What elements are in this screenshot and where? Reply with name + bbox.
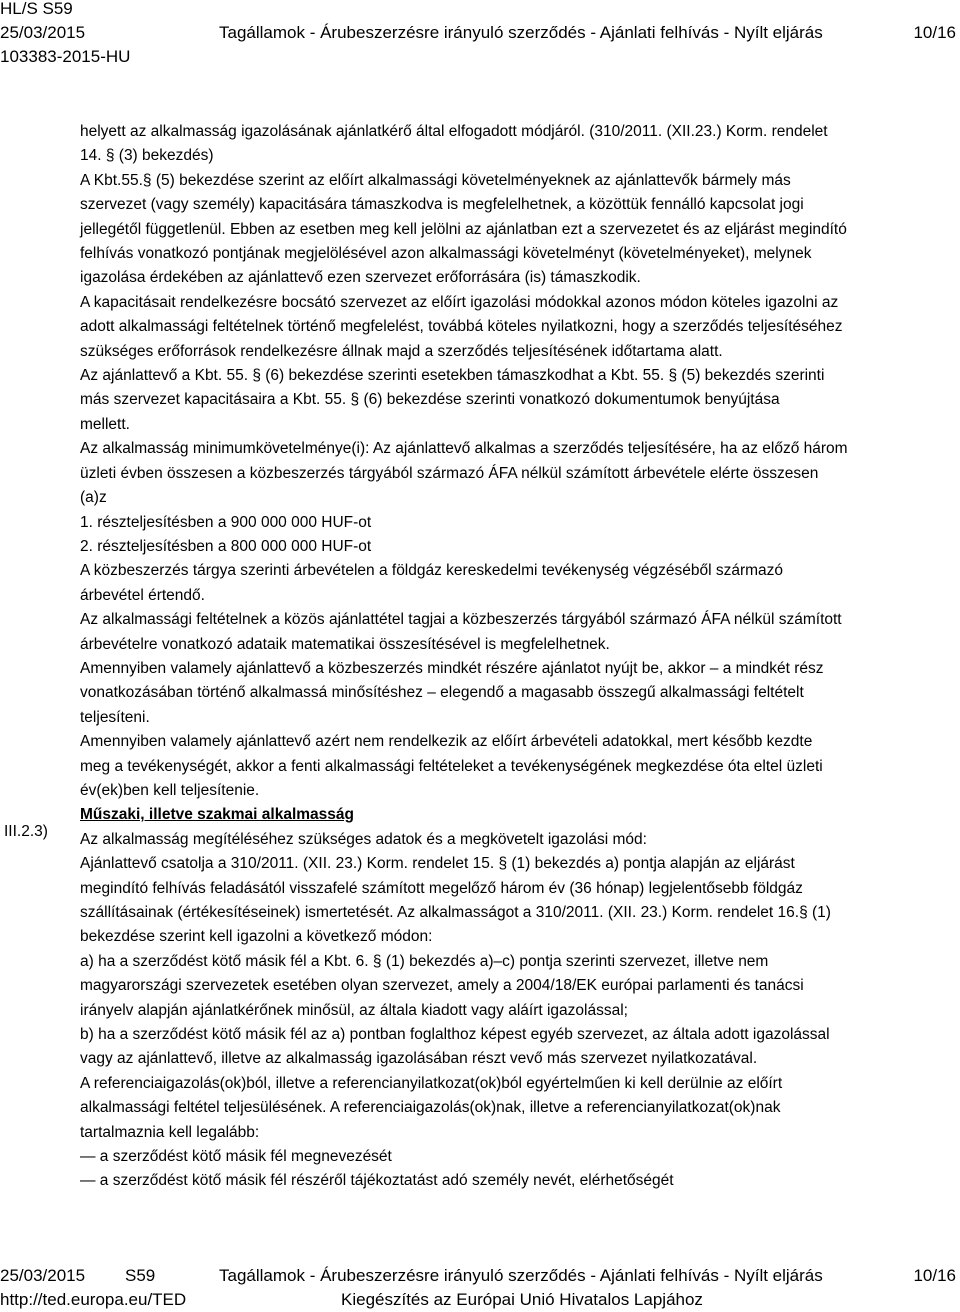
body-line: jellegétől függetlenül. Ebben az esetben meg kell jelölni az ajánlatban ezt a szervezetet és az eljárást megindító — [80, 220, 847, 238]
footer-page-number: 10/16 — [913, 1266, 956, 1285]
section-line: megindító felhívás feladásától visszafelé számított megelőző három év (36 hónap) legjelentősebb földgáz — [80, 879, 803, 897]
body-line: 1. részteljesítésben a 900 000 000 HUF-ot — [80, 513, 372, 531]
header-row-2 — [0, 21, 960, 45]
body-line: adott alkalmassági feltételnek történő megfelelést, továbbá köteles nyilatkozni, hogy a szerződés teljesítéséhez — [80, 318, 843, 336]
footer-publisher: Kiegészítés az Európai Unió Hivatalos Lapjához — [341, 1290, 703, 1309]
body-line: árbevételre vonatkozó adataik matematikai összesítésével is megfelelhetnek. — [80, 635, 610, 653]
footer-url-link[interactable]: http://ted.europa.eu/TED — [0, 1290, 187, 1309]
footer-row-2 — [0, 1288, 960, 1312]
body-line: üzleti évben összesen a közbeszerzés tárgyából származó ÁFA nélkül számított árbevétele elérte összesen — [80, 464, 819, 482]
body-line: Amennyiben valamely ajánlattevő a közbeszerzés mindkét részére ajánlatot nyújt be, akkor – a mindkét rész — [80, 659, 824, 677]
body-line: meg a tevékenységét, akkor a fenti alkalmassági feltételeket a tevékenységének megkezdése óta eltel üzleti — [80, 757, 823, 775]
body-line: A Kbt.55.§ (5) bekezdése szerint az előírt alkalmassági követelményeknek az ajánlattevők bármely más — [80, 171, 791, 189]
section-line: — a szerződést kötő másik fél részéről tájékoztatást adó személy nevét, elérhetőségét — [80, 1172, 674, 1190]
body-line: helyett az alkalmasság igazolásának ajánlatkérő által elfogadott módjáról. (310/2011. (XII.23.) Korm. rendelet — [80, 123, 828, 140]
body-line: 2. részteljesítésben a 800 000 000 HUF-ot — [80, 537, 372, 555]
body-line: szükséges erőforrások rendelkezésre állnak majd a szerződés teljesítésének időtartama alatt. — [80, 342, 723, 360]
header-doc-id: HL/S S59 — [0, 0, 73, 18]
section-line: A referenciaigazolás(ok)ból, illetve a referencianyilatkozat(ok)ból egyértelműen ki kell derülnie az előírt — [80, 1074, 783, 1092]
section-line: magyarországi szervezetek esetében olyan szervezet, amely a 2004/18/EK európai parlamenti és tanácsi — [80, 977, 804, 995]
body-line: igazolása érdekében az ajánlattevő ezen szervezet erőforrására (is) támaszkodik. — [80, 269, 641, 287]
section-line: Ajánlattevő csatolja a 310/2011. (XII. 23.) Korm. rendelet 15. § (1) bekezdés a) pontja alapján az eljárást — [80, 855, 795, 873]
section-line: — a szerződést kötő másik fél megnevezését — [80, 1148, 392, 1166]
body-line: árbevétel értendő. — [80, 586, 205, 604]
body-line: más szervezet kapacitásaira a Kbt. 55. § (6) bekezdése szerinti vonatkozó dokumentumok benyújtása — [80, 391, 780, 409]
section-line: alkalmassági feltétel teljesülésének. A referenciaigazolás(ok)nak, illetve a referencianyilatkozat(ok)nak — [80, 1099, 781, 1117]
body-line: év(ek)ben kell teljesítenie. — [80, 781, 260, 799]
section-line: tartalmaznia kell legalább: — [80, 1123, 260, 1141]
body-line: teljesíteni. — [80, 708, 150, 726]
body-line: szervezet (vagy személy) kapacitására támaszkodva is megfelelhetnek, a közöttük fennálló kapcsolat jogi — [80, 196, 804, 214]
footer-date: 25/03/2015 — [0, 1266, 86, 1285]
section-line: b) ha a szerződést kötő másik fél az a) pontban foglalthoz képest egyéb szervezet, az általa adott igazolással — [80, 1026, 830, 1044]
body-line: A közbeszerzés tárgya szerinti árbevételen a földgáz kereskedelmi tevékenység végzéséből származó — [80, 562, 784, 580]
header-row-1 — [0, 0, 960, 21]
header-reference: 103383-2015-HU — [0, 47, 131, 66]
section-number: III.2.3) — [4, 823, 48, 840]
header-row-3 — [0, 45, 960, 69]
footer-series: S59 — [125, 1266, 156, 1285]
body-line: (a)z — [80, 489, 107, 507]
body-line: Az ajánlattevő a Kbt. 55. § (6) bekezdése szerinti esetekben támaszkodhat a Kbt. 55. § (5) bekezdés szerinti — [80, 367, 825, 385]
body-line: Amennyiben valamely ajánlattevő azért nem rendelkezik az előírt árbevételi adatokkal, mert később kezdte — [80, 733, 813, 751]
body-line: felhívás vonatkozó pontjának megjelölésével azon alkalmassági követelményt (követelményeket), melynek — [80, 245, 812, 263]
section-line: irányelv alapján ajánlatkérőnek minősül, az általa kiadott vagy aláírt igazolással; — [80, 1001, 628, 1019]
body-line: mellett. — [80, 415, 130, 433]
section-heading: Műszaki, illetve szakmai alkalmasság — [80, 806, 354, 824]
header-page-number: 10/16 — [913, 23, 956, 42]
section-line: bekezdése szerint kell igazolni a következő módon: — [80, 928, 433, 946]
section-line: Az alkalmasság megítéléséhez szükséges adatok és a megkövetelt igazolási mód: — [80, 830, 647, 848]
footer-title: Tagállamok - Árubeszerzésre irányuló szerződés - Ajánlati felhívás - Nyílt eljárás — [219, 1266, 823, 1285]
body-line: 14. § (3) bekezdés) — [80, 147, 214, 165]
body-line: Az alkalmassági feltételnek a közös ajánlattétel tagjai a közbeszerzés tárgyából származó ÁFA nélkül számított — [80, 611, 842, 629]
body-line: vonatkozásában történő alkalmassá minősítéshez – elegendő a magasabb összegű alkalmassági feltételt — [80, 684, 804, 702]
section-line: a) ha a szerződést kötő másik fél a Kbt. 6. § (1) bekezdés a)–c) pontja szerinti szervezet, illetve nem — [80, 952, 769, 970]
body-line: A kapacitásait rendelkezésre bocsátó szervezet az előírt igazolási módokkal azonos módon köteles igazolni az — [80, 293, 839, 311]
footer-row-1 — [0, 1264, 960, 1288]
section-line: vagy az ajánlattevő, illetve az alkalmasság igazolásában részt vevő más szervezet nyilatkozatával. — [80, 1050, 758, 1068]
header-title: Tagállamok - Árubeszerzésre irányuló szerződés - Ajánlati felhívás - Nyílt eljárás — [219, 23, 823, 42]
document-body — [80, 120, 960, 1194]
section-line: szállításainak (értékesítéseinek) ismertetését. Az alkalmasságot a 310/2011. (XII. 23.) Korm. rendelet 16.§ (1) — [80, 904, 831, 921]
header-date: 25/03/2015 — [0, 23, 86, 42]
body-line: Az alkalmasság minimumkövetelménye(i): Az ajánlattevő alkalmas a szerződés teljesítésére, ha az előző három — [80, 440, 848, 458]
